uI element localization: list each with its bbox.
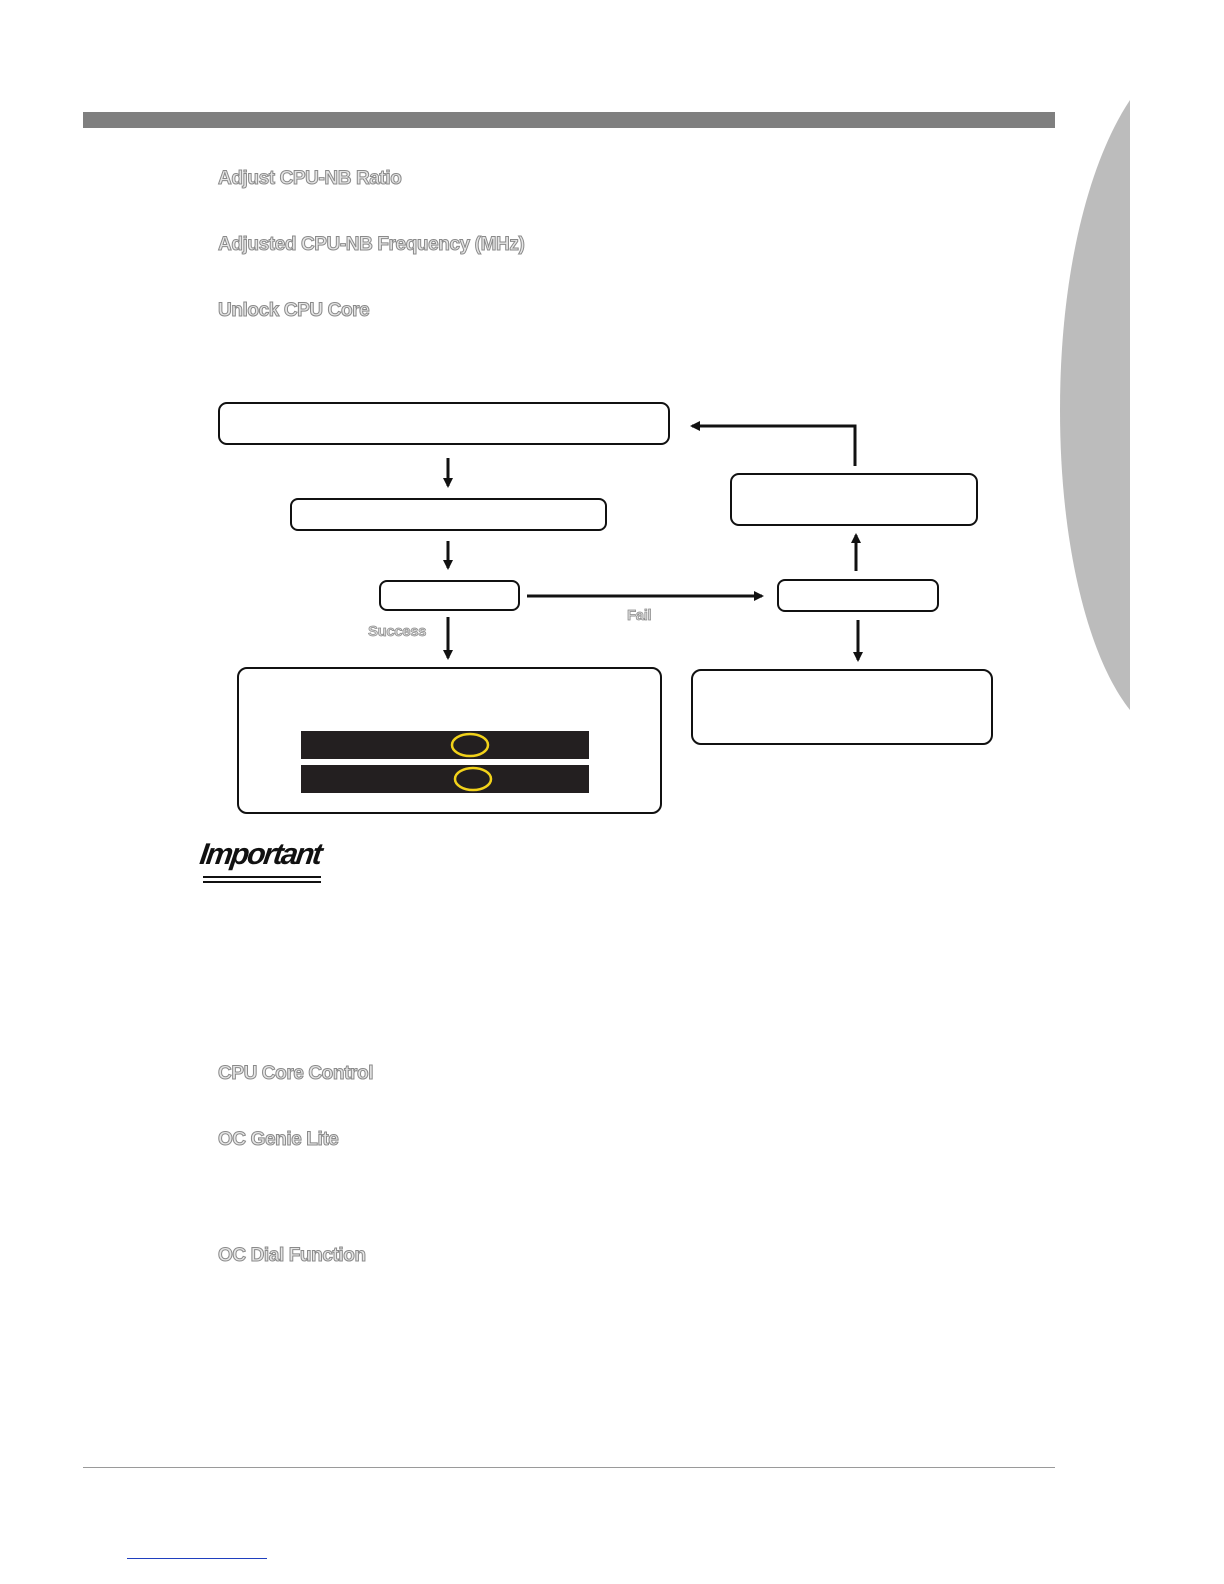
heading-oc-genie-lite: OC Genie Lite xyxy=(218,1129,339,1150)
important-title: Important xyxy=(197,838,323,871)
flow-box-retry-option xyxy=(731,474,977,525)
flow-box-boot-check xyxy=(380,581,519,610)
arrow-retry-loop xyxy=(692,426,855,466)
heading-adjusted-cpu-nb-frequency: Adjusted CPU-NB Frequency (MHz) xyxy=(218,234,525,255)
flow-box-fail-state xyxy=(778,580,938,611)
important-underline-2 xyxy=(203,881,321,883)
important-underline-1 xyxy=(203,876,321,878)
fail-label: Fail xyxy=(627,607,652,624)
flow-box-fail-outcome xyxy=(692,670,992,744)
heading-adjust-cpu-nb-ratio: Adjust CPU-NB Ratio xyxy=(218,168,402,189)
flow-box-enable-unlock xyxy=(219,403,669,444)
footer-link-underline[interactable] xyxy=(127,1558,267,1559)
footer-rule xyxy=(83,1467,1055,1468)
heading-unlock-cpu-core: Unlock CPU Core xyxy=(218,300,370,321)
heading-oc-dial-function: OC Dial Function xyxy=(218,1245,366,1266)
heading-cpu-core-control: CPU Core Control xyxy=(218,1063,374,1084)
success-label: Success xyxy=(368,623,427,640)
screen-bar-2 xyxy=(301,765,589,793)
flow-box-save-reboot xyxy=(291,499,606,530)
screen-bar-1 xyxy=(301,731,589,759)
